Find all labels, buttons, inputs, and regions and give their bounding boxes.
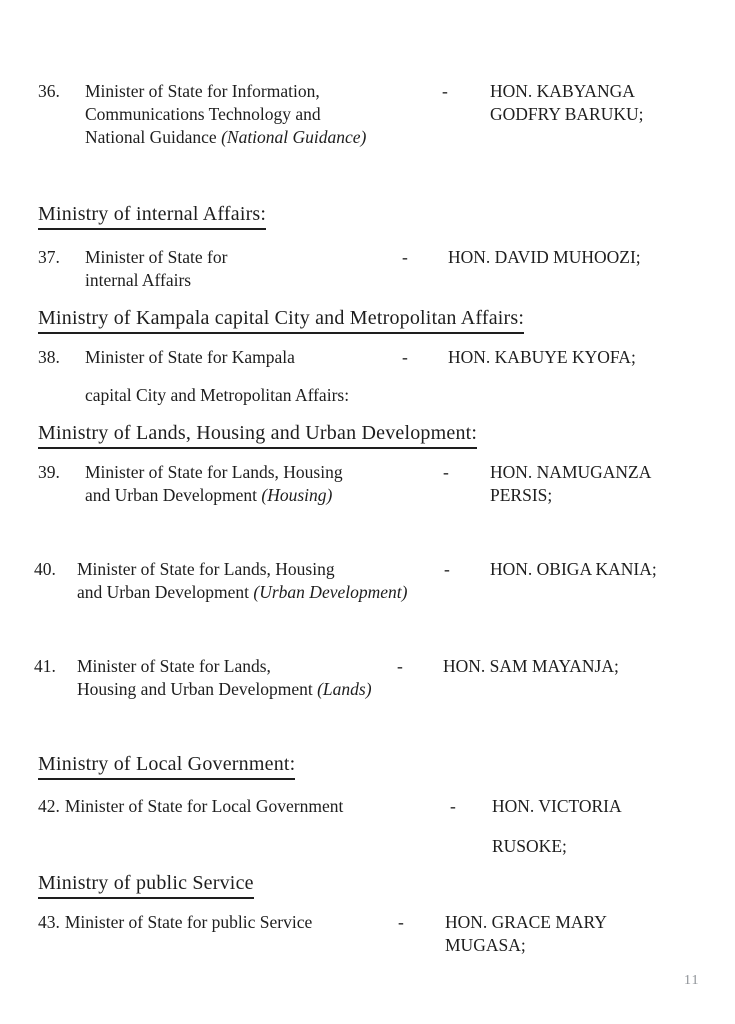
minister-name [492,795,622,858]
minister-title-text: (National Guidance) [221,127,367,147]
entry-42 [0,795,735,858]
separator-dash: - [443,462,449,482]
entry-38 [0,346,735,407]
minister-name [490,461,651,507]
entry-41 [0,655,735,701]
minister-title-line [38,269,735,292]
minister-title-line [38,126,735,149]
separator-dash: - [402,247,408,267]
minister-title-text: Minister of State for Lands, Housing [85,462,343,482]
minister-name-line: HON. SAM MAYANJA; [443,656,619,676]
entry-39 [0,461,735,507]
minister-title-text: National Guidance [85,127,222,147]
heading-public-service [0,871,735,899]
entry-number: 41. [34,656,56,676]
minister-name-line: GODFRY BARUKU; [490,104,644,124]
heading-kampala [0,306,735,334]
separator-dash: - [402,347,408,367]
minister-title-text: internal Affairs [85,270,192,290]
minister-title-text: Minister of State for Lands, [77,656,271,676]
entry-number: 40. [34,559,56,579]
minister-title-text: (Housing) [261,485,333,505]
heading-lands [0,421,735,449]
minister-title-line [34,655,735,678]
minister-name-line: HON. GRACE MARY [445,912,607,932]
minister-title-text: Housing and Urban Development [77,679,318,699]
minister-name-line: PERSIS; [490,485,553,505]
minister-name [490,80,643,126]
minister-title-text: (Urban Development) [253,582,408,602]
minister-name-line: HON. DAVID MUHOOZI; [448,247,641,267]
minister-name-line: HON. VICTORIA [492,796,622,816]
section-heading-text: Ministry of internal Affairs: [38,202,266,230]
entry-36 [0,80,735,149]
entry-number: 36. [38,81,60,101]
minister-name-line: MUGASA; [445,935,526,955]
blocks [0,80,735,957]
minister-title-line [34,581,735,604]
separator-dash: - [442,81,448,101]
entry-number: 39. [38,462,60,482]
page-number: 11 [684,973,700,988]
entry-37 [0,246,735,292]
minister-name-line: RUSOKE; [492,836,567,856]
minister-name-line: HON. KABYANGA [490,81,635,101]
minister-title-text: Minister of State for Local Government [64,796,344,816]
minister-title-line [38,795,735,818]
entry-number: 37. [38,247,60,267]
minister-name-line: HON. NAMUGANZA [490,462,652,482]
minister-name [445,911,607,957]
minister-title-text: Minister of State for Kampala [85,347,295,367]
minister-title-text: capital City and Metropolitan Affairs: [85,385,350,405]
minister-title-line [34,678,735,701]
minister-title-text: Minister of State for [85,247,228,267]
minister-title-line [38,384,735,407]
section-heading-text: Ministry of Lands, Housing and Urban Development: [38,421,477,449]
entry-43 [0,911,735,957]
heading-internal-affairs [0,202,735,230]
separator-dash: - [398,912,404,932]
separator-dash: - [450,796,456,816]
separator-dash: - [444,559,450,579]
entry-number: 43. [38,912,60,932]
minister-title-text: (Lands) [317,679,372,699]
minister-title-line [38,911,735,934]
heading-local-government [0,752,735,780]
entry-number: 42. [38,796,60,816]
minister-name-line: HON. OBIGA KANIA; [490,559,657,579]
minister-title-text: and Urban Development [77,582,254,602]
minister-name [448,246,641,269]
minister-title-text: and Urban Development [85,485,262,505]
minister-title-text: Minister of State for Information, [85,81,320,101]
minister-title-text: Minister of State for public Service [64,912,313,932]
section-heading-text: Ministry of Local Government: [38,752,295,780]
entry-40 [0,558,735,604]
minister-title-text: Communications Technology and [85,104,321,124]
minister-name-line: HON. KABUYE KYOFA; [448,347,636,367]
section-heading-text: Ministry of public Service [38,871,254,899]
entry-number: 38. [38,347,60,367]
minister-title-text: Minister of State for Lands, Housing [77,559,335,579]
minister-name [490,558,657,581]
minister-name [448,346,636,369]
minister-name [443,655,619,678]
section-heading-text: Ministry of Kampala capital City and Metropolitan Affairs: [38,306,524,334]
separator-dash: - [397,656,403,676]
